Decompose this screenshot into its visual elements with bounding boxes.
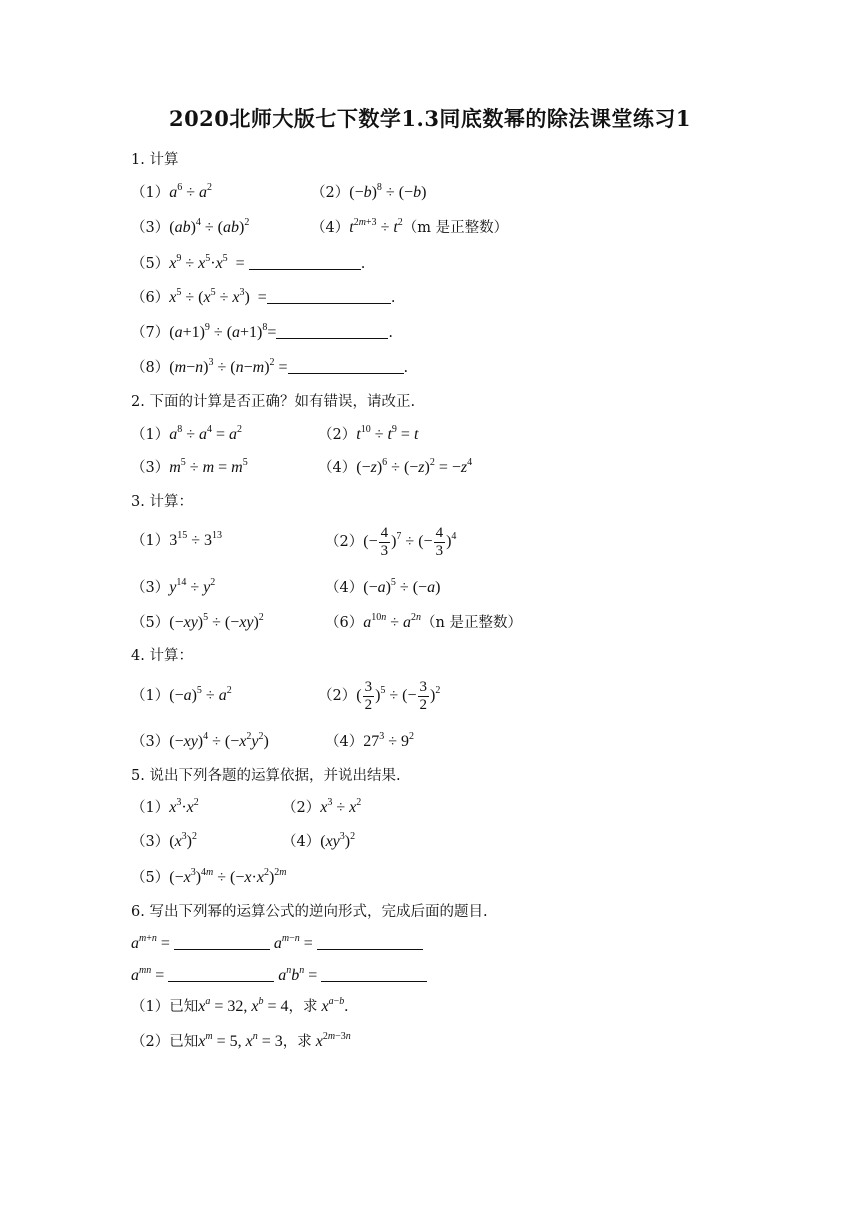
problem-1-1: $(1)a^6 \div a^2$ — [131, 182, 213, 201]
problem-4-4: $(4)27^3 \div 9^2$ — [325, 731, 415, 750]
problem-4-3: $(3)(-xy)^4 \div (-x^2y^2)$ — [131, 731, 269, 750]
formula-row-2: $a^{mn} = a^nb^n$ = — [131, 966, 427, 986]
problem-5-5: $(5)(-x^3)^{4m} \div (-x\cdot x^2)^{2m}$ — [131, 867, 287, 886]
section-3-heading: 3. 计算： — [131, 494, 193, 510]
problem-3-6: $(6)a^{10n} \div a^{2n}(n$ 是正整数） — [325, 612, 522, 631]
problem-3-5: $(5)(-xy)^5 \div (-xy)^2$ — [131, 612, 264, 631]
section-1-heading: 1. 计算 — [131, 152, 179, 168]
problem-6-2: （2）已知$x^m = 5$, $x^n = 3$，求 $x^{2m-3n}$ — [131, 1031, 351, 1050]
problem-5-2: $(2)x^3 \div x^2$ — [282, 797, 362, 816]
problem-1-8: $(8)(m-n)^3 \div (n-m)^2$ = . — [131, 357, 409, 376]
page-title: 2020北师大版七下数学1.3同底数幂的除法课堂练习1 — [168, 106, 692, 131]
problem-2-3: $(3)m^5 \div m = m^5$ — [131, 457, 248, 476]
problem-1-5: $(5)x^9 \div x^5\cdot x^5$ = . — [131, 253, 366, 272]
problem-2-1: $(1)a^8 \div a^4 = a^2$ — [131, 424, 243, 443]
problem-3-1: $(1)3^{15} \div 3^{13}$ — [131, 530, 223, 549]
section-5-heading: 5. 说出下列各题的运算依据，并说出结果. — [131, 768, 401, 784]
problem-1-6: $(6)x^5 \div (x^5 \div x^3)$ = . — [131, 287, 396, 306]
section-6-heading: 6. 写出下列幂的运算公式的逆向形式，完成后面的题目. — [131, 904, 488, 920]
problem-3-3: $(3)y^{14} \div y^2$ — [131, 577, 216, 596]
problem-5-1: $(1)x^3\cdot x^2$ — [131, 797, 199, 816]
problem-3-2: （2）(− $\frac{4}{3}$ )$^7$ ÷ (− $\frac{4}{3}$ )$^4$ — [325, 524, 457, 559]
problem-2-2: $(2)t^{10} \div t^9 = t$ — [318, 424, 419, 443]
section-4-heading: 4. 计算： — [131, 648, 193, 664]
problem-4-2: （2）( $\frac{3}{2}$ )$^5$ ÷ (− $\frac{3}{2}$ )$^2$ — [318, 678, 441, 713]
problem-1-4: $(4)t^{2m+3} \div t^2(m$ 是正整数） — [311, 217, 509, 236]
problem-3-4: $(4)(-a)^5 \div (-a)$ — [325, 577, 441, 596]
problem-1-3: （3）(ab)$^4$ ÷ (ab)$^2$ — [131, 217, 250, 236]
problem-5-4: $(4)(xy^3)^2$ — [282, 831, 356, 850]
problem-4-1: $(1)(-a)^5 \div a^2$ — [131, 685, 232, 704]
problem-2-4: $(4)(-z)^6 \div (-z)^2 = -z^4$ — [318, 457, 473, 476]
formula-row-1: $a^{m+n} = a^{m-n}$ = — [131, 934, 423, 954]
problem-1-7: $(7)(a+1)^9 \div (a+1)^8=$ . — [131, 322, 394, 341]
problem-5-3: $(3)(x^3)^2$ — [131, 831, 197, 850]
problem-1-2: $(2)(-b)^8 \div (-b)$ — [311, 182, 427, 201]
problem-6-1: （1）已知$x^a = 32$, $x^b = 4$，求 $x^{a-b}$. — [131, 996, 349, 1015]
section-2-heading: 2. 下面的计算是否正确？如有错误，请改正. — [131, 394, 416, 410]
